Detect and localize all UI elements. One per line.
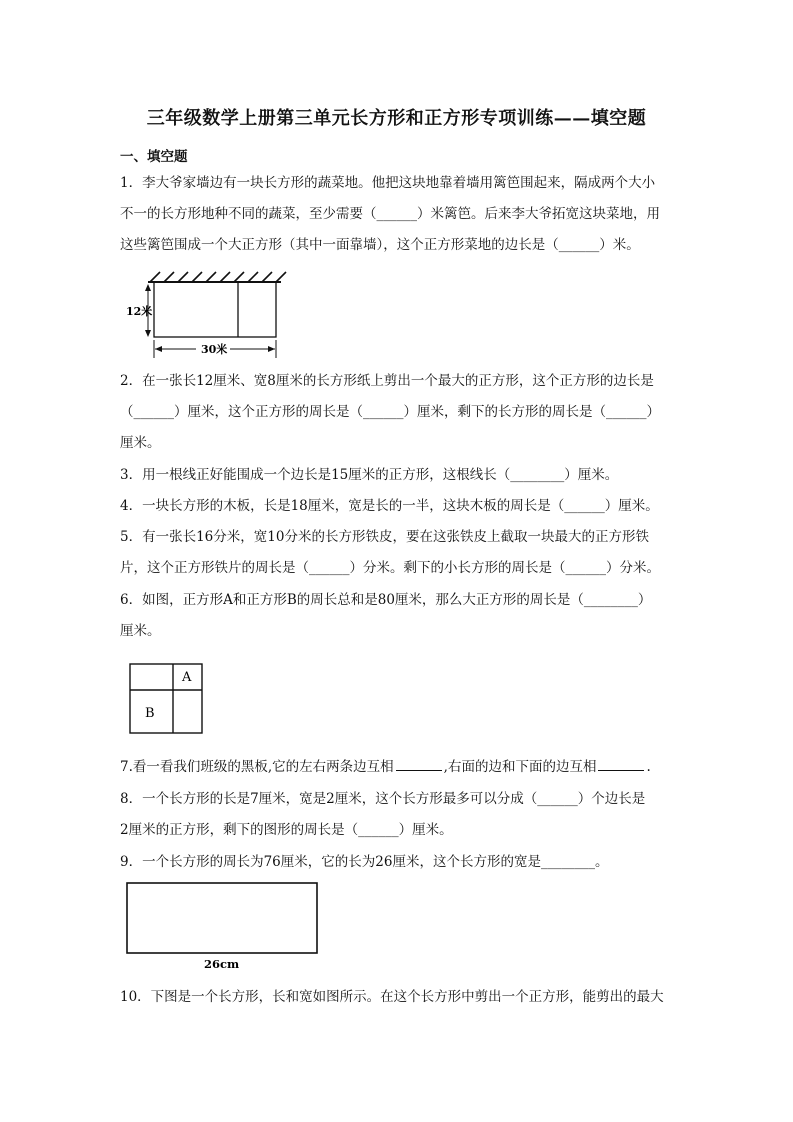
width-label: 30米 — [201, 343, 228, 356]
question-7-part-2: ,右面的边和下面的边互相 — [443, 759, 597, 775]
height-label: 12米 — [126, 305, 153, 318]
blank-line-1[interactable] — [396, 769, 442, 771]
question-1-line-1: 1．李大爷家墙边有一块长方形的蔬菜地。他把这块地靠着墙用篱笆围起来，隔成两个大小 — [120, 175, 656, 191]
question-9-figure — [124, 880, 320, 972]
width-arrow-left — [155, 346, 162, 352]
question-5-line-1: 5．有一张长16分米，宽10分米的长方形铁皮，要在这张铁皮上截取一块最大的正方形铁 — [120, 529, 649, 545]
square-b-label: B — [145, 706, 155, 721]
question-7-part-1: 7.看一看我们班级的黑板,它的左右两条边互相 — [120, 759, 394, 775]
question-2-line-3: 厘米。 — [120, 435, 161, 451]
question-10-line-1: 10．下图是一个长方形，长和宽如图所示。在这个长方形中剪出一个正方形，能剪出的最大 — [120, 989, 664, 1005]
height-arrow-bottom — [145, 330, 151, 337]
rectangle-shape — [127, 883, 317, 953]
blank-line-2[interactable] — [598, 769, 644, 771]
height-arrow-top — [145, 284, 151, 291]
question-5-line-2: 片，这个正方形铁片的周长是（______）分米。剩下的小长方形的周长是（______）分米。 — [120, 560, 660, 576]
question-3: 3．用一根线正好能围成一个边长是15厘米的正方形，这根线长（________）厘米。 — [120, 467, 619, 483]
question-8-line-2: 2厘米的正方形，剩下的图形的周长是（______）厘米。 — [120, 822, 453, 838]
square-a-label: A — [182, 670, 192, 685]
question-1-line-2: 不一的长方形地种不同的蔬菜，至少需要（______）米篱笆。后来李大爷拓宽这块菜地，用 — [120, 206, 660, 222]
width-arrow-right — [268, 346, 275, 352]
question-6-line-1: 6．如图，正方形A和正方形B的周长总和是80厘米，那么大正方形的周长是（________） — [120, 592, 652, 608]
length-label: 26cm — [204, 957, 240, 971]
question-7 — [120, 752, 680, 783]
fence-rectangle — [154, 282, 276, 337]
question-9: 9．一个长方形的周长为76厘米，它的长为26厘米，这个长方形的宽是________。 — [120, 854, 609, 870]
question-6-figure — [128, 662, 206, 736]
wall-hatching — [150, 272, 286, 282]
section-heading: 一、填空题 — [120, 149, 188, 165]
question-1-line-3: 这些篱笆围成一个大正方形（其中一面靠墙），这个正方形菜地的边长是（______）米。 — [120, 237, 640, 253]
question-1-figure — [118, 268, 288, 363]
question-2-line-2: （______）厘米，这个正方形的周长是（______）厘米，剩下的长方形的周长是（______） — [120, 404, 660, 420]
question-6-line-2: 厘米。 — [120, 623, 161, 639]
question-7-part-3: . — [646, 759, 651, 775]
question-2-line-1: 2．在一张长12厘米、宽8厘米的长方形纸上剪出一个最大的正方形，这个正方形的边长是 — [120, 373, 654, 389]
question-4: 4．一块长方形的木板，长是18厘米，宽是长的一半，这块木板的周长是（______）厘米。 — [120, 498, 659, 514]
worksheet-title: 三年级数学上册第三单元长方形和正方形专项训练——填空题 — [146, 108, 647, 129]
question-8-line-1: 8．一个长方形的长是7厘米，宽是2厘米，这个长方形最多可以分成（______）个边长是 — [120, 791, 646, 807]
